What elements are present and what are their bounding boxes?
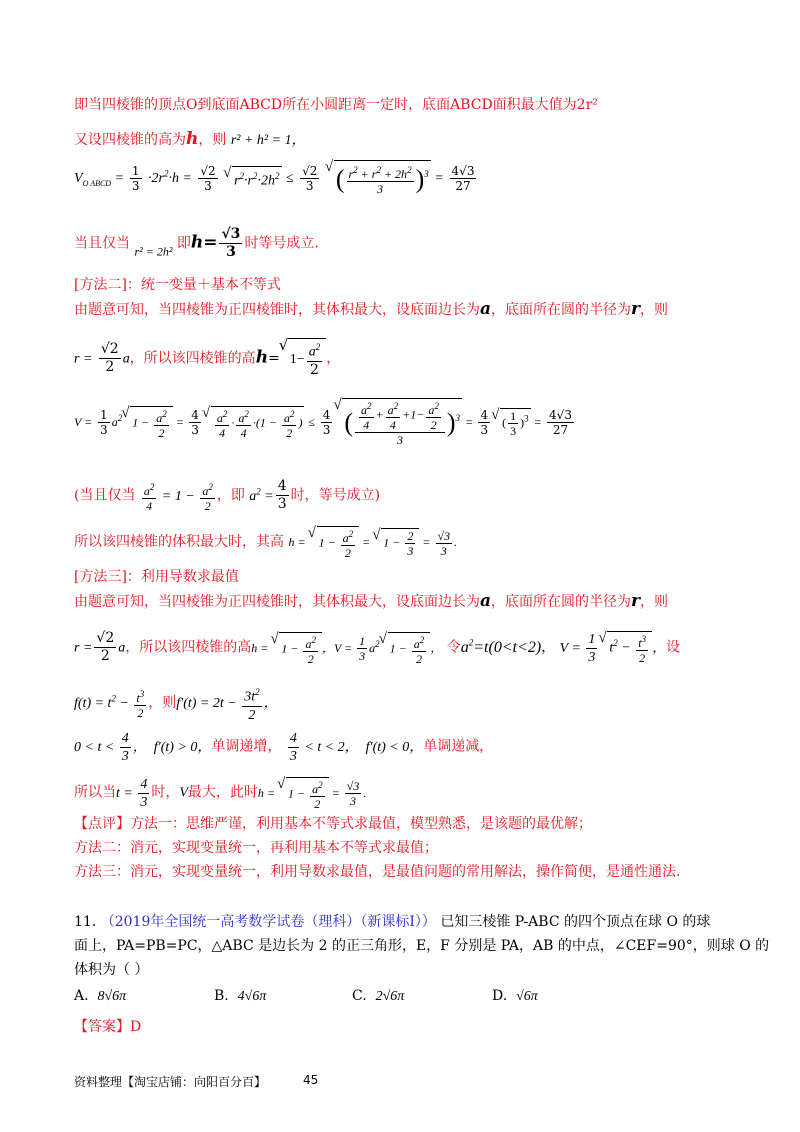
text-segment: ，则 xyxy=(639,302,668,318)
math-variable: h= xyxy=(190,232,218,253)
text-segment: 令 xyxy=(446,639,461,656)
method-2-equality: (当且仅当 $\frac{a^2}{4}$ = 1 − $\frac{a^2}{2}$ ，即 $a^2$ = $\frac{4}{3}$ 时，等号成立) xyxy=(74,478,381,513)
text-segment: ，底面所在圆的半径为 xyxy=(491,302,632,318)
volume-max-result: $\frac{4√3}{27}$ xyxy=(451,163,475,193)
text-segment: ，所以该四棱锥的高 xyxy=(129,350,256,367)
math-equation: r² + h² = 1， xyxy=(230,133,306,148)
math-equation: r² = 2h² xyxy=(134,244,173,259)
text-segment: 当且仅当 xyxy=(74,235,130,252)
method-3-line-1 xyxy=(74,592,668,611)
math-lhs: V xyxy=(74,171,83,186)
fraction-1-3: $\frac{1}{3}$ xyxy=(131,163,140,193)
text-segment: 时， xyxy=(151,784,180,801)
fraction-sqrt2-3b: $\frac{√2}{3}$ xyxy=(302,163,318,193)
text-segment: 由题意可知，当四棱锥为正四棱锥时，其体积最大，设底面边长为 xyxy=(74,302,480,318)
review-line-3: 方法三：消元，实现变量统一，利用导数求最值，是最值问题的常用解法，操作简便，是通性通法. xyxy=(74,864,681,880)
text-segment: ，则 xyxy=(148,695,177,712)
footer-text: 资料整理【淘宝店铺：向阳百分百】 xyxy=(74,1075,267,1089)
method-3-line-4: 0 < t < $\frac{4}{3}$ ， f′(t) > 0，单调递增， $\frac{4}{3}$ < t < 2， f′(t) < 0，单调递减， xyxy=(74,731,494,764)
solution-line-2 xyxy=(74,130,306,150)
choice-d[interactable]: D. √6π xyxy=(492,988,538,1004)
method-2-height: 所以该四棱锥的体积最大时，其高 h = √ 1 − $\frac{a^2}{2}$ = √ 1 − $\frac{2}{3}$ = $\frac{√3}{3}$ . xyxy=(74,526,457,560)
page-number: 45 xyxy=(303,1073,319,1087)
fraction-h: $\frac{√3}{3}$ xyxy=(221,226,241,260)
text-segment: 所以该四棱锥的体积最大时，其高 xyxy=(74,533,284,550)
review-line-1 xyxy=(74,815,592,833)
math-subscript: O ABCD xyxy=(82,178,112,188)
question-text: 已知三棱锥 P-ABC 的四个顶点在球 O 的球 xyxy=(440,914,711,930)
text-segment: ，则 xyxy=(639,594,668,610)
text-segment: 时，等号成立) xyxy=(290,487,381,504)
text-segment: ，所以该四棱锥的高 xyxy=(125,639,252,656)
method-2-title: [方法二]：统一变量＋基本不等式 xyxy=(74,277,281,293)
text-segment: 又设四棱锥的高为 xyxy=(74,132,186,148)
volume-inequality: $V_{O ABCD}$ = $\frac{1}{3}$ $\cdot 2r^2\cdot h$ = $\frac{√2}{3}$ √ $r^2\cdot r^2\cdot 2h^2$ ≤ $\frac{√2}{3}$ √ ( $\frac{r^2 + r^2 + 2h^2}{3}$ )$^3$ = $\frac{4√3}{27}$ xyxy=(74,160,478,196)
math-variable: r xyxy=(631,591,640,611)
text-segment: 方法一：思维严谨，利用基本不等式求最值，模型熟悉，是该题的最优解； xyxy=(130,816,592,832)
text-segment: 即当四棱锥的顶点O到底面ABCD所在小圆距离一定时，底面ABCD面积最大值为2r² xyxy=(74,97,598,113)
choice-c[interactable]: C. 2√6π xyxy=(352,988,405,1004)
method-3-line-3: $f(t) = t^2$ − $\frac{t^3}{2}$ ，则f′(t) = 2t − $\frac{3t^2}{2}$ ， xyxy=(74,684,278,724)
text-segment: 最大，此时 xyxy=(187,784,258,801)
method-3-line-5: 所以当t = $\frac{4}{3}$ 时，V最大，此时h = √ 1 − $\frac{a^2}{2}$ = $\frac{√3}{3}$ . xyxy=(74,776,366,811)
method-2-inequality: V = $\frac{1}{3}$ $a^2√$ 1 − $\frac{a^2}{2}$ = $\frac{4}{3}$ √ $\frac{a^2}{4}$ · $\frac{a^2}{4}$ ·(1 − $\frac{a^2}{2}$ ) ≤ $\frac{4}{3}$ √ ( $\frac{a^2}{4}$ + $\frac{a^2}{4}$ +1− $\frac{a^2}{2}$ 3 )$^3$ = $\frac{4}{3}$ √ ( $\frac{1}{3}$ )$^3$ = $\frac{4√3}{27}$ xyxy=(74,398,576,447)
answer-value: D xyxy=(130,1019,142,1035)
text-segment: 即 xyxy=(176,235,191,252)
text-segment: ，底面所在圆的半径为 xyxy=(491,594,632,610)
text-segment: 由题意可知，当四棱锥为正四棱锥时，其体积最大，设底面边长为 xyxy=(74,594,480,610)
text-segment: ，即 xyxy=(216,487,245,504)
question-11-line-2: 面上，PA=PB=PC，△ABC 是边长为 2 的正三角形，E，F 分别是 PA，AB 的中点，∠CEF=90°，则球 O 的 xyxy=(74,938,770,954)
math-variable: a xyxy=(480,299,492,319)
method-2-line-2: r = $\frac{√2}{2}$ a，所以该四棱锥的高h=√ 1− $\frac{a^2}{2}$ ， xyxy=(74,338,340,379)
question-number: 11. xyxy=(74,914,97,930)
solution-line-1 xyxy=(74,96,598,114)
text-segment: 所以当 xyxy=(74,784,116,801)
question-11-line-1 xyxy=(74,913,710,931)
math-variable: h xyxy=(186,129,199,149)
text-segment: 时等号成立. xyxy=(244,235,319,252)
answer-line xyxy=(74,1018,141,1036)
review-tag: 【点评】 xyxy=(74,816,130,832)
method-3-line-2: r = $\frac{√2}{2}$ a，所以该四棱锥的高h = √ 1 − $\frac{a^2}{2}$ ，V = $\frac{1}{3}$ $a^2√$ 1 − $\frac{a^2}{2}$ ， 令$a^2=t(0<t<2)$， V = $\frac{1}{3}$ √ $t^2$ − $\frac{t^3}{2}$ ，设 xyxy=(74,630,680,666)
question-source: （2019年全国统一高考数学试卷（理科）（新课标Ⅰ）） xyxy=(100,914,436,930)
choice-a[interactable]: A. 8√6π xyxy=(74,988,127,1004)
text-segment: 单调递增， xyxy=(211,738,282,755)
text-segment: (当且仅当 xyxy=(74,487,136,504)
fraction-sqrt2-3: $\frac{√2}{3}$ xyxy=(200,163,216,193)
text-segment: ，则 xyxy=(198,132,227,148)
math-variable: a xyxy=(480,591,492,611)
review-line-2: 方法二：消元，实现变量统一，再利用基本不等式求最值； xyxy=(74,840,438,856)
answer-tag: 【答案】 xyxy=(74,1019,130,1035)
question-11-line-3: 体积为（ ） xyxy=(74,962,149,978)
text-segment: 设 xyxy=(666,639,681,656)
method-2-line-1 xyxy=(74,300,668,319)
equality-condition-line xyxy=(74,226,319,261)
choice-b[interactable]: B. 4√6π xyxy=(214,988,267,1004)
math-variable: r xyxy=(631,299,640,319)
text-segment: 单调递减， xyxy=(423,738,494,755)
method-3-title: [方法三]：利用导数求最值 xyxy=(74,569,239,585)
